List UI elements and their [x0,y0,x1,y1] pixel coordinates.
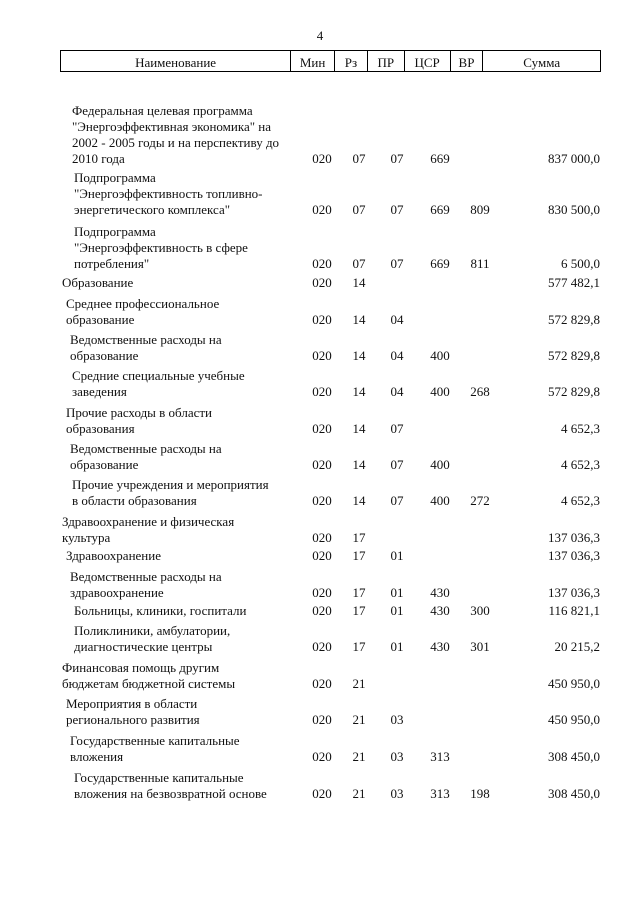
row-sum: 4 652,3 [561,421,600,436]
row-csr: 400 [430,348,450,363]
row-csr: 430 [430,603,450,618]
row-rz: 14 [352,312,366,327]
row-vr: 301 [470,639,490,654]
row-pr: 07 [390,202,404,217]
header-vr: ВР [451,51,484,71]
row-csr: 669 [430,256,450,271]
row-sum: 308 450,0 [548,749,600,764]
row-pr: 04 [390,384,404,399]
row-min: 020 [312,548,332,563]
row-min: 020 [312,348,332,363]
row-sum: 830 500,0 [548,202,600,217]
row-pr: 03 [390,712,404,727]
row-rz: 07 [352,256,366,271]
row-csr: 313 [430,786,450,801]
row-vr: 811 [470,256,490,271]
row-sum: 572 829,8 [548,312,600,327]
row-rz: 07 [352,151,366,166]
row-min: 020 [312,639,332,654]
row-sum: 4 652,3 [561,493,600,508]
row-pr: 07 [390,457,404,472]
row-rz: 17 [352,639,366,654]
row-rz: 14 [352,421,366,436]
row-sum: 137 036,3 [548,548,600,563]
header-name: Наименование [61,51,291,71]
row-min: 020 [312,312,332,327]
row-csr: 669 [430,202,450,217]
row-min: 020 [312,384,332,399]
row-pr: 04 [390,312,404,327]
row-name: Государственные капитальные вложения [70,733,240,764]
row-rz: 14 [352,493,366,508]
row-sum: 116 821,1 [548,603,600,618]
row-min: 020 [312,530,332,545]
row-rz: 21 [352,712,366,727]
row-vr: 272 [470,493,490,508]
row-name: Прочие расходы в области образования [66,405,213,436]
row-min: 020 [312,256,332,271]
row-pr: 01 [390,603,404,618]
row-min: 020 [312,786,332,801]
row-name: Среднее профессиональное образование [66,296,220,327]
row-rz: 21 [352,676,366,691]
page-number: 4 [316,28,324,43]
row-rz: 14 [352,384,366,399]
row-sum: 20 215,2 [554,639,600,654]
row-name: Прочие учреждения и мероприятия в области образования [72,477,269,508]
row-csr: 400 [430,457,450,472]
row-name: Поликлиники, амбулатории, диагностические центры [74,623,231,654]
row-rz: 21 [352,786,366,801]
row-rz: 07 [352,202,366,217]
row-name: Подпрограмма "Энергоэффективность топливно- энергетического комплекса" [74,170,263,217]
row-sum: 450 950,0 [548,676,600,691]
row-min: 020 [312,676,332,691]
row-sum: 308 450,0 [548,786,600,801]
row-csr: 430 [430,585,450,600]
row-rz: 21 [352,749,366,764]
row-min: 020 [312,712,332,727]
row-pr: 07 [390,421,404,436]
row-name: Образование [62,275,134,290]
header-sum: Сумма [523,55,561,70]
row-name: Государственные капитальные вложения на безвозвратной основе [74,770,267,801]
row-pr: 04 [390,348,404,363]
row-pr: 03 [390,786,404,801]
header-min: Мин [291,51,335,71]
row-vr: 300 [470,603,490,618]
row-min: 020 [312,749,332,764]
row-vr: 268 [470,384,490,399]
row-pr: 01 [390,639,404,654]
row-sum: 577 482,1 [548,275,600,290]
row-min: 020 [312,421,332,436]
row-sum: 137 036,3 [548,585,600,600]
row-pr: 07 [390,256,404,271]
row-name: Ведомственные расходы на образование [70,332,222,363]
row-name: Мероприятия в области регионального развития [66,696,200,727]
row-rz: 17 [352,548,366,563]
row-pr: 07 [390,151,404,166]
header-rz: Рз [335,51,368,71]
row-min: 020 [312,457,332,472]
header-csr: ЦСР [405,51,451,71]
header-pr: ПР [368,51,405,71]
row-min: 020 [312,151,332,166]
row-rz: 17 [352,603,366,618]
row-rz: 17 [352,530,366,545]
row-sum: 450 950,0 [548,712,600,727]
row-sum: 837 000,0 [548,151,600,166]
row-name: Больницы, клиники, госпитали [74,603,247,618]
row-min: 020 [312,603,332,618]
row-csr: 669 [430,151,450,166]
row-name: Финансовая помощь другим бюджетам бюджетной системы [62,660,236,691]
row-csr: 400 [430,493,450,508]
row-rz: 14 [352,348,366,363]
row-pr: 03 [390,749,404,764]
row-vr: 809 [470,202,490,217]
row-min: 020 [312,493,332,508]
row-name: Федеральная целевая программа "Энергоэффективная экономика" на 2002 - 2005 годы и на перспективу до 2010 года [72,103,280,166]
row-vr: 198 [470,786,490,801]
row-sum: 572 829,8 [548,384,600,399]
row-rz: 14 [352,457,366,472]
row-sum: 6 500,0 [561,256,600,271]
row-sum: 572 829,8 [548,348,600,363]
row-sum: 4 652,3 [561,457,600,472]
row-sum: 137 036,3 [548,530,600,545]
row-min: 020 [312,202,332,217]
row-name: Подпрограмма "Энергоэффективность в сфере потребления" [74,224,248,271]
table-row [0,722,640,802]
row-csr: 400 [430,384,450,399]
row-pr: 07 [390,493,404,508]
row-rz: 17 [352,585,366,600]
row-min: 020 [312,275,332,290]
row-name: Средние специальные учебные заведения [72,368,245,399]
row-name: Ведомственные расходы на здравоохранение [70,569,222,600]
row-pr: 01 [390,548,404,563]
row-pr: 01 [390,585,404,600]
row-name: Здравоохранение и физическая культура [62,514,235,545]
row-min: 020 [312,585,332,600]
row-name: Здравоохранение [66,548,161,563]
row-name: Ведомственные расходы на образование [70,441,222,472]
row-csr: 313 [430,749,450,764]
row-rz: 14 [352,275,366,290]
row-csr: 430 [430,639,450,654]
